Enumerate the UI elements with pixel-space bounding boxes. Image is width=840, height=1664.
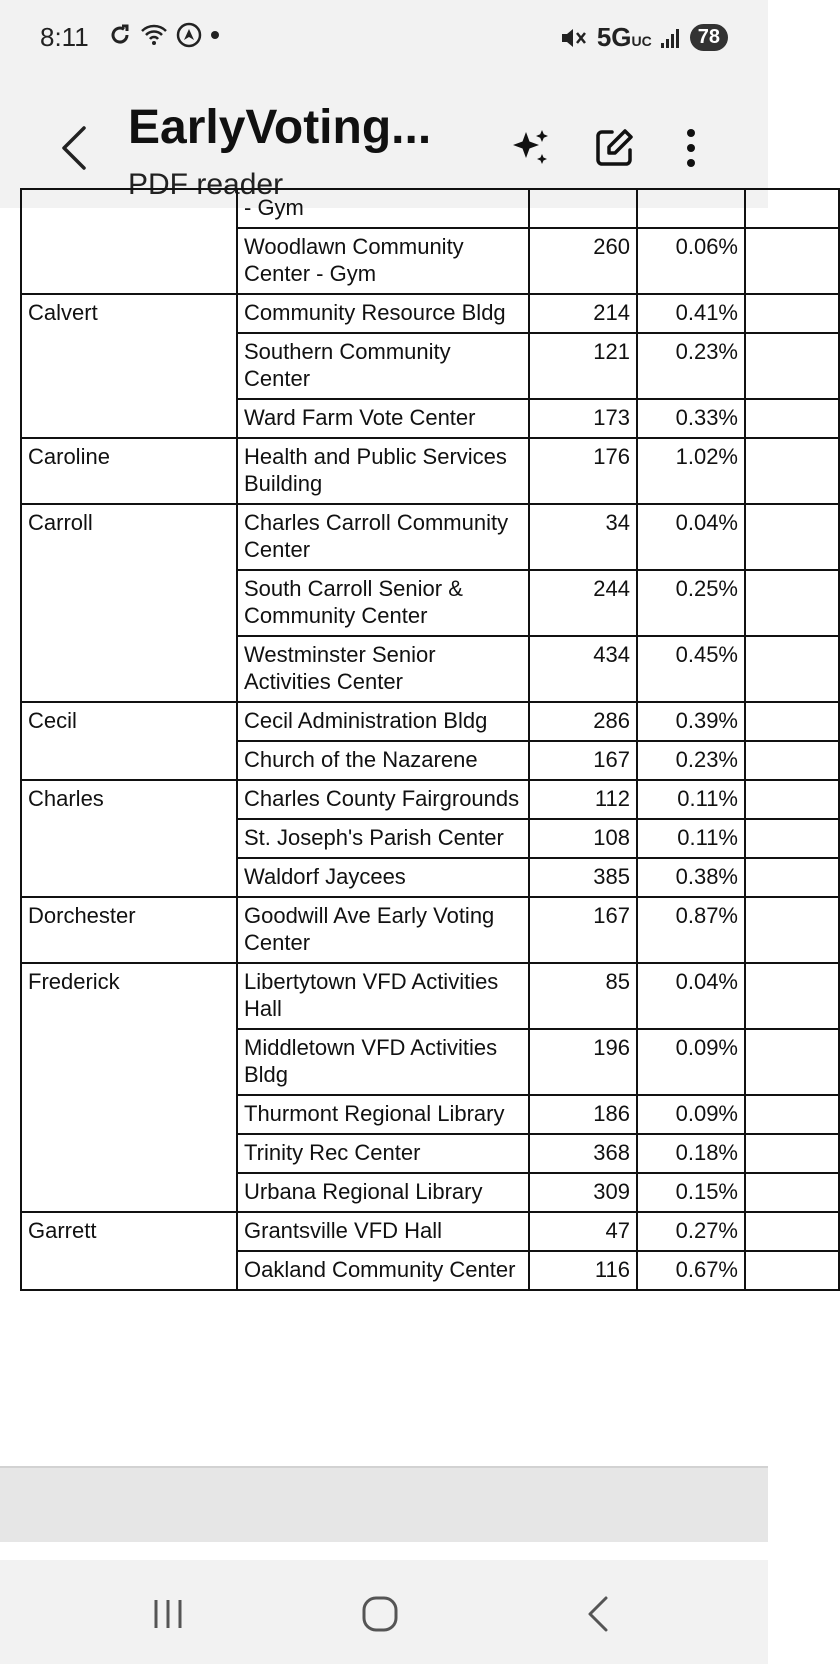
chevron-left-icon[interactable] <box>54 118 94 178</box>
table-row <box>21 504 839 570</box>
recents-icon[interactable] <box>148 1594 188 1634</box>
extra-cell <box>745 189 839 228</box>
table-row <box>21 189 839 228</box>
count-cell: 434 <box>529 636 637 702</box>
location-cell: Woodlawn Community Center - Gym <box>237 228 529 294</box>
extra-cell <box>745 570 839 636</box>
table-row <box>21 963 839 1029</box>
percent-cell: 0.23% <box>637 333 745 399</box>
extra-cell <box>745 741 839 780</box>
count-cell: 214 <box>529 294 637 333</box>
sync-icon <box>108 23 132 47</box>
extra-cell <box>745 504 839 570</box>
location-cell: Thurmont Regional Library <box>237 1095 529 1134</box>
location-cell: Oakland Community Center <box>237 1251 529 1290</box>
table-row <box>21 438 839 504</box>
percent-cell: 0.11% <box>637 780 745 819</box>
location-cell: Trinity Rec Center <box>237 1134 529 1173</box>
county-cell: Dorchester <box>21 897 237 963</box>
county-cell <box>21 189 237 294</box>
percent-cell: 0.18% <box>637 1134 745 1173</box>
percent-cell: 0.11% <box>637 819 745 858</box>
location-cell: Health and Public Services Building <box>237 438 529 504</box>
pdf-page-view[interactable] <box>0 195 768 1282</box>
percent-cell: 0.15% <box>637 1173 745 1212</box>
network-type <box>597 22 652 53</box>
extra-cell <box>745 819 839 858</box>
count-cell: 34 <box>529 504 637 570</box>
county-cell: Caroline <box>21 438 237 504</box>
location-cell: Community Resource Bldg <box>237 294 529 333</box>
count-cell <box>529 189 637 228</box>
count-cell: 167 <box>529 741 637 780</box>
count-cell: 244 <box>529 570 637 636</box>
status-icons-left <box>108 22 220 48</box>
extra-cell <box>745 1095 839 1134</box>
count-cell: 167 <box>529 897 637 963</box>
extra-cell <box>745 636 839 702</box>
extra-cell <box>745 1251 839 1290</box>
count-cell: 85 <box>529 963 637 1029</box>
location-cell: St. Joseph's Parish Center <box>237 819 529 858</box>
home-icon[interactable] <box>360 1594 400 1634</box>
percent-cell: 0.39% <box>637 702 745 741</box>
location-cell: Southern Community Center <box>237 333 529 399</box>
document-title: EarlyVoting... <box>128 101 432 154</box>
nav-back-icon[interactable] <box>580 1594 620 1634</box>
mute-icon <box>559 25 589 51</box>
table-body <box>21 189 839 1290</box>
extra-cell <box>745 963 839 1029</box>
extra-cell <box>745 294 839 333</box>
extra-cell <box>745 438 839 504</box>
extra-cell <box>745 333 839 399</box>
location-cell: Charles County Fairgrounds <box>237 780 529 819</box>
extra-cell <box>745 1134 839 1173</box>
location-cell: Ward Farm Vote Center <box>237 399 529 438</box>
count-cell: 368 <box>529 1134 637 1173</box>
percent-cell: 0.41% <box>637 294 745 333</box>
status-right <box>559 22 728 53</box>
count-cell: 196 <box>529 1029 637 1095</box>
wifi-icon <box>140 23 168 47</box>
percent-cell: 0.09% <box>637 1029 745 1095</box>
percent-cell: 0.87% <box>637 897 745 963</box>
extra-cell <box>745 1029 839 1095</box>
count-cell: 176 <box>529 438 637 504</box>
count-cell: 309 <box>529 1173 637 1212</box>
signal-icon <box>660 27 682 49</box>
location-cell: Westminster Senior Activities Center <box>237 636 529 702</box>
early-voting-table <box>20 188 840 1291</box>
extra-cell <box>745 897 839 963</box>
status-time: 8:11 <box>40 22 89 52</box>
percent-cell: 0.06% <box>637 228 745 294</box>
extra-cell <box>745 780 839 819</box>
percent-cell: 1.02% <box>637 438 745 504</box>
count-cell: 286 <box>529 702 637 741</box>
edit-icon[interactable] <box>592 126 636 170</box>
count-cell: 121 <box>529 333 637 399</box>
count-cell: 116 <box>529 1251 637 1290</box>
table-row <box>21 897 839 963</box>
status-bar <box>0 0 768 78</box>
count-cell: 108 <box>529 819 637 858</box>
location-cell: Goodwill Ave Early Voting Center <box>237 897 529 963</box>
county-cell: Calvert <box>21 294 237 438</box>
app-subtitle: PDF reader <box>128 168 284 201</box>
percent-cell: 0.67% <box>637 1251 745 1290</box>
system-nav-bar <box>0 1560 768 1664</box>
table-row <box>21 294 839 333</box>
percent-cell: 0.04% <box>637 963 745 1029</box>
extra-cell <box>745 399 839 438</box>
extra-cell <box>745 1173 839 1212</box>
location-cell: Urbana Regional Library <box>237 1173 529 1212</box>
count-cell: 173 <box>529 399 637 438</box>
percent-cell: 0.27% <box>637 1212 745 1251</box>
percent-cell: 0.38% <box>637 858 745 897</box>
count-cell: 260 <box>529 228 637 294</box>
location-cell: South Carroll Senior & Community Center <box>237 570 529 636</box>
more-vertical-icon[interactable] <box>676 126 706 170</box>
bottom-toolbar <box>0 1466 768 1542</box>
percent-cell: 0.25% <box>637 570 745 636</box>
location-cell: Church of the Nazarene <box>237 741 529 780</box>
extra-cell <box>745 228 839 294</box>
count-cell: 47 <box>529 1212 637 1251</box>
percent-cell: 0.45% <box>637 636 745 702</box>
battery-level: 78 <box>690 24 728 51</box>
county-cell: Carroll <box>21 504 237 702</box>
location-cell: Charles Carroll Community Center <box>237 504 529 570</box>
percent-cell: 0.09% <box>637 1095 745 1134</box>
extra-cell <box>745 1212 839 1251</box>
count-cell: 112 <box>529 780 637 819</box>
table-row <box>21 780 839 819</box>
count-cell: 385 <box>529 858 637 897</box>
location-cell: - Gym <box>237 189 529 228</box>
table-row <box>21 702 839 741</box>
location-cell: Libertytown VFD Activities Hall <box>237 963 529 1029</box>
network-label: 5G <box>596 22 632 52</box>
county-cell: Garrett <box>21 1212 237 1290</box>
location-cell: Waldorf Jaycees <box>237 858 529 897</box>
table-row <box>21 1212 839 1251</box>
sparkle-icon[interactable] <box>508 126 552 170</box>
percent-cell: 0.33% <box>637 399 745 438</box>
extra-cell <box>745 702 839 741</box>
percent-cell: 0.04% <box>637 504 745 570</box>
location-cell: Grantsville VFD Hall <box>237 1212 529 1251</box>
navigation-app-icon <box>176 22 202 48</box>
extra-cell <box>745 858 839 897</box>
county-cell: Cecil <box>21 702 237 780</box>
location-cell: Cecil Administration Bldg <box>237 702 529 741</box>
location-cell: Middletown VFD Activities Bldg <box>237 1029 529 1095</box>
county-cell: Charles <box>21 780 237 897</box>
network-sub-label: UC <box>631 33 652 49</box>
percent-cell <box>637 189 745 228</box>
count-cell: 186 <box>529 1095 637 1134</box>
county-cell: Frederick <box>21 963 237 1212</box>
percent-cell: 0.23% <box>637 741 745 780</box>
dot-icon <box>210 30 220 40</box>
